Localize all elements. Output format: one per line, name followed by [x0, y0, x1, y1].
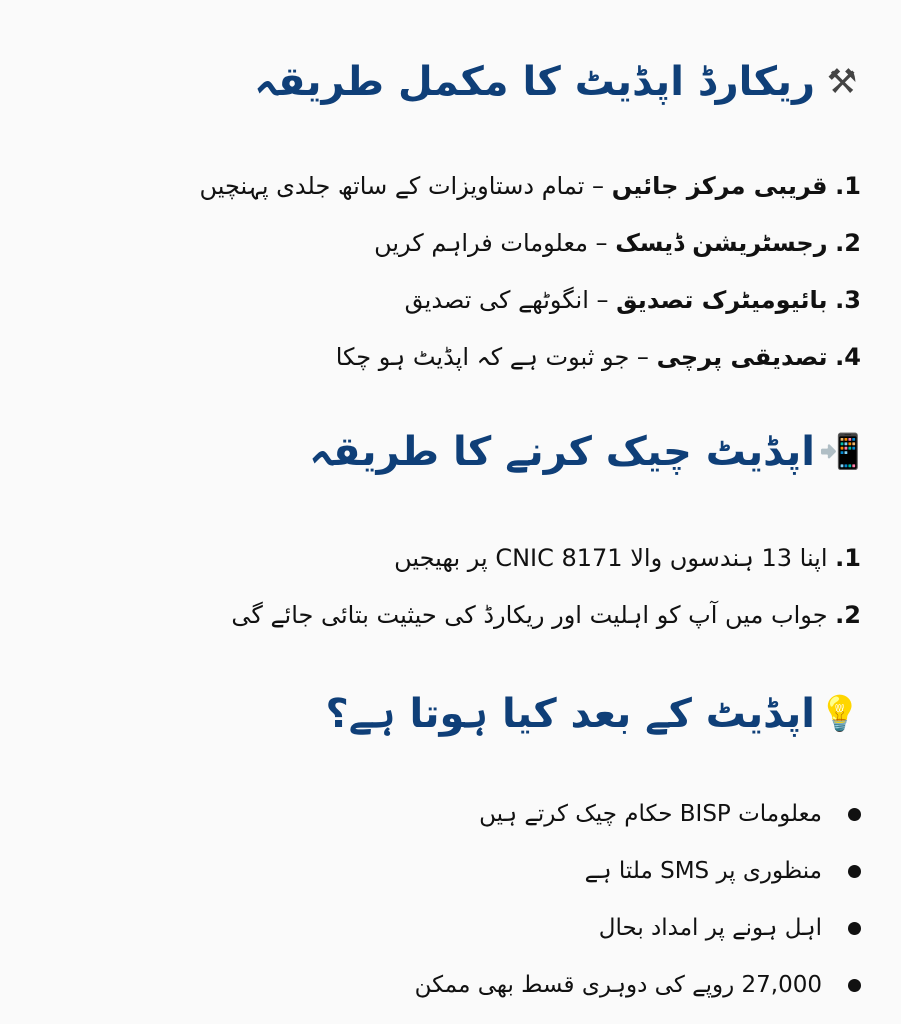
step-description: – معلومات فراہم کریں [374, 229, 616, 257]
list-item [40, 530, 861, 587]
heading-text: اپڈیٹ چیک کرنے کا طریقہ [309, 429, 815, 475]
step-description: – انگوٹھے کی تصدیق [404, 286, 617, 314]
step-text: جواب میں آپ کو اہلیت اور ریکارڈ کی حیثیت بتائی جائے گی [231, 601, 828, 629]
section-record-update [40, 58, 861, 106]
bullet-text: منظوری پر SMS ملتا ہے [584, 858, 822, 884]
section-heading [40, 428, 861, 476]
light-bulb-icon: 💡 [818, 693, 861, 734]
record-update-steps [40, 158, 861, 386]
step-number: 2. [835, 601, 861, 629]
list-item [40, 786, 861, 843]
list-item [40, 843, 861, 900]
step-term: تصدیقی پرچی [656, 343, 828, 371]
list-item [40, 158, 861, 215]
bullet-text: معلومات BISP حکام چیک کرتے ہیں [479, 801, 822, 827]
list-item [40, 587, 861, 644]
list-item [40, 215, 861, 272]
check-update-steps [40, 530, 861, 644]
step-term: رجسٹریشن ڈیسک [615, 229, 828, 257]
list-item [40, 957, 861, 1014]
list-item [40, 272, 861, 329]
step-text: اپنا 13 ہندسوں والا CNIC 8171 پر بھیجیں [394, 544, 828, 572]
section-heading [40, 58, 861, 106]
bullet-text: 27,000 روپے کی دوہری قسط بھی ممکن [414, 972, 822, 998]
list-item [40, 329, 861, 386]
hammer-wrench-icon: ⚒ [826, 61, 858, 102]
bullet-dot [848, 979, 861, 992]
bullet-dot [848, 808, 861, 821]
after-update-bullets [40, 786, 861, 1014]
bullet-text: اہل ہونے پر امداد بحال [598, 915, 822, 941]
step-term: بائیومیٹرک تصدیق [616, 286, 828, 314]
step-number: 2. [835, 229, 861, 257]
step-number: 4. [835, 343, 861, 371]
step-number: 1. [835, 172, 861, 200]
bullet-dot [848, 922, 861, 935]
section-heading [40, 690, 861, 738]
step-term: قریبی مرکز جائیں [611, 172, 828, 200]
section-check-update [40, 428, 861, 476]
step-number: 1. [835, 544, 861, 572]
list-item [40, 900, 861, 957]
section-after-update [40, 690, 861, 738]
heading-text: ریکارڈ اپڈیٹ کا مکمل طریقہ [254, 59, 815, 105]
heading-text: اپڈیٹ کے بعد کیا ہوتا ہے؟ [325, 691, 815, 737]
step-description: – جو ثبوت ہے کہ اپڈیٹ ہو چکا [335, 343, 657, 371]
mobile-phone-arrow-icon: 📲 [818, 431, 861, 472]
step-description: – تمام دستاویزات کے ساتھ جلدی پہنچیں [199, 172, 612, 200]
bullet-dot [848, 865, 861, 878]
step-number: 3. [835, 286, 861, 314]
